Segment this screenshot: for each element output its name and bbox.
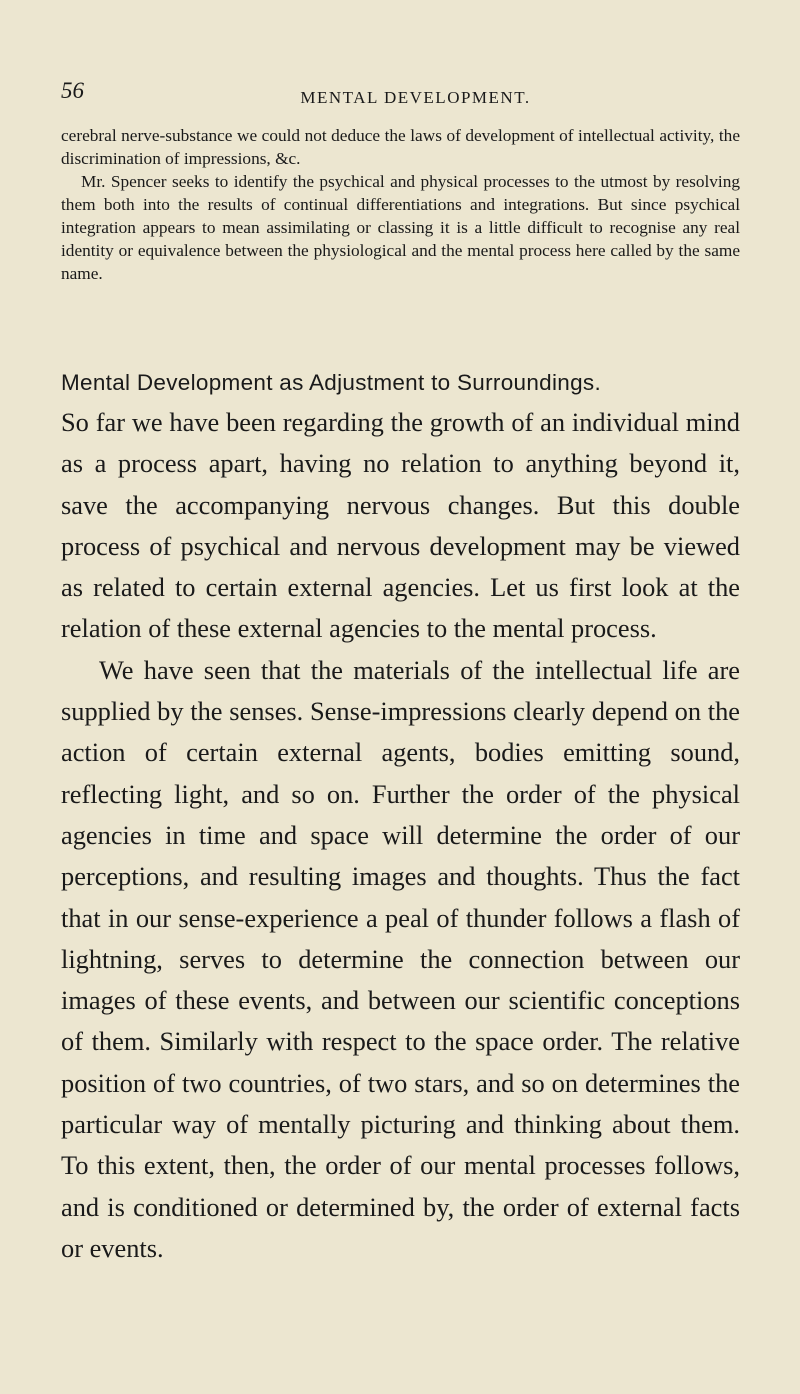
running-head <box>61 78 740 110</box>
main-text-block <box>61 402 740 1269</box>
section-heading: Mental Development as Adjustment to Surroundings. <box>61 370 601 395</box>
page-number: 56 <box>61 78 84 103</box>
small-paragraph-2: Mr. Spencer seeks to identify the psychical and physical processes to the utmost by resolving them both into the results of continual differentiations and integrations. But since psychical integration appears to mean assimilating or classing it is a little difficult to recognise any real identity or equivalence between the physiological and the mental process here called by the same name. <box>61 172 740 283</box>
body-paragraph-2: We have seen that the materials of the intellectual life are supplied by the senses. Sense-impressions clearly depend on the action of certain external agents, bodies emitting sound, reflecting light, and so on. Further the order of the physical agencies in time and space will determine the order of our perceptions, and resulting images and thoughts. Thus the fact that in our sense-experience a peal of thunder follows a flash of lightning, serves to determine the connection between our images of these events, and between our scientific conceptions of them. Similarly with respect to the space order. The relative position of two countries, of two stars, and so on determines the particular way of mentally picturing and thinking about them. To this extent, then, the order of our mental processes follows, and is conditioned or determined by, the order of external facts or events. <box>61 654 740 1263</box>
small-print-block <box>61 124 740 285</box>
body-paragraph-1: So far we have been regarding the growth of an individual mind as a process apart, having no relation to anything beyond it, save the accompanying nervous changes. But this double process of psychical and nervous development may be viewed as related to certain external agencies. Let us first look at the relation of these external agencies to the mental process. <box>61 407 740 644</box>
small-paragraph-1: cerebral nerve-substance we could not deduce the laws of development of intellectual activity, the discrimination of impressions, &c. <box>61 126 740 168</box>
running-title: MENTAL DEVELOPMENT. <box>300 88 531 107</box>
